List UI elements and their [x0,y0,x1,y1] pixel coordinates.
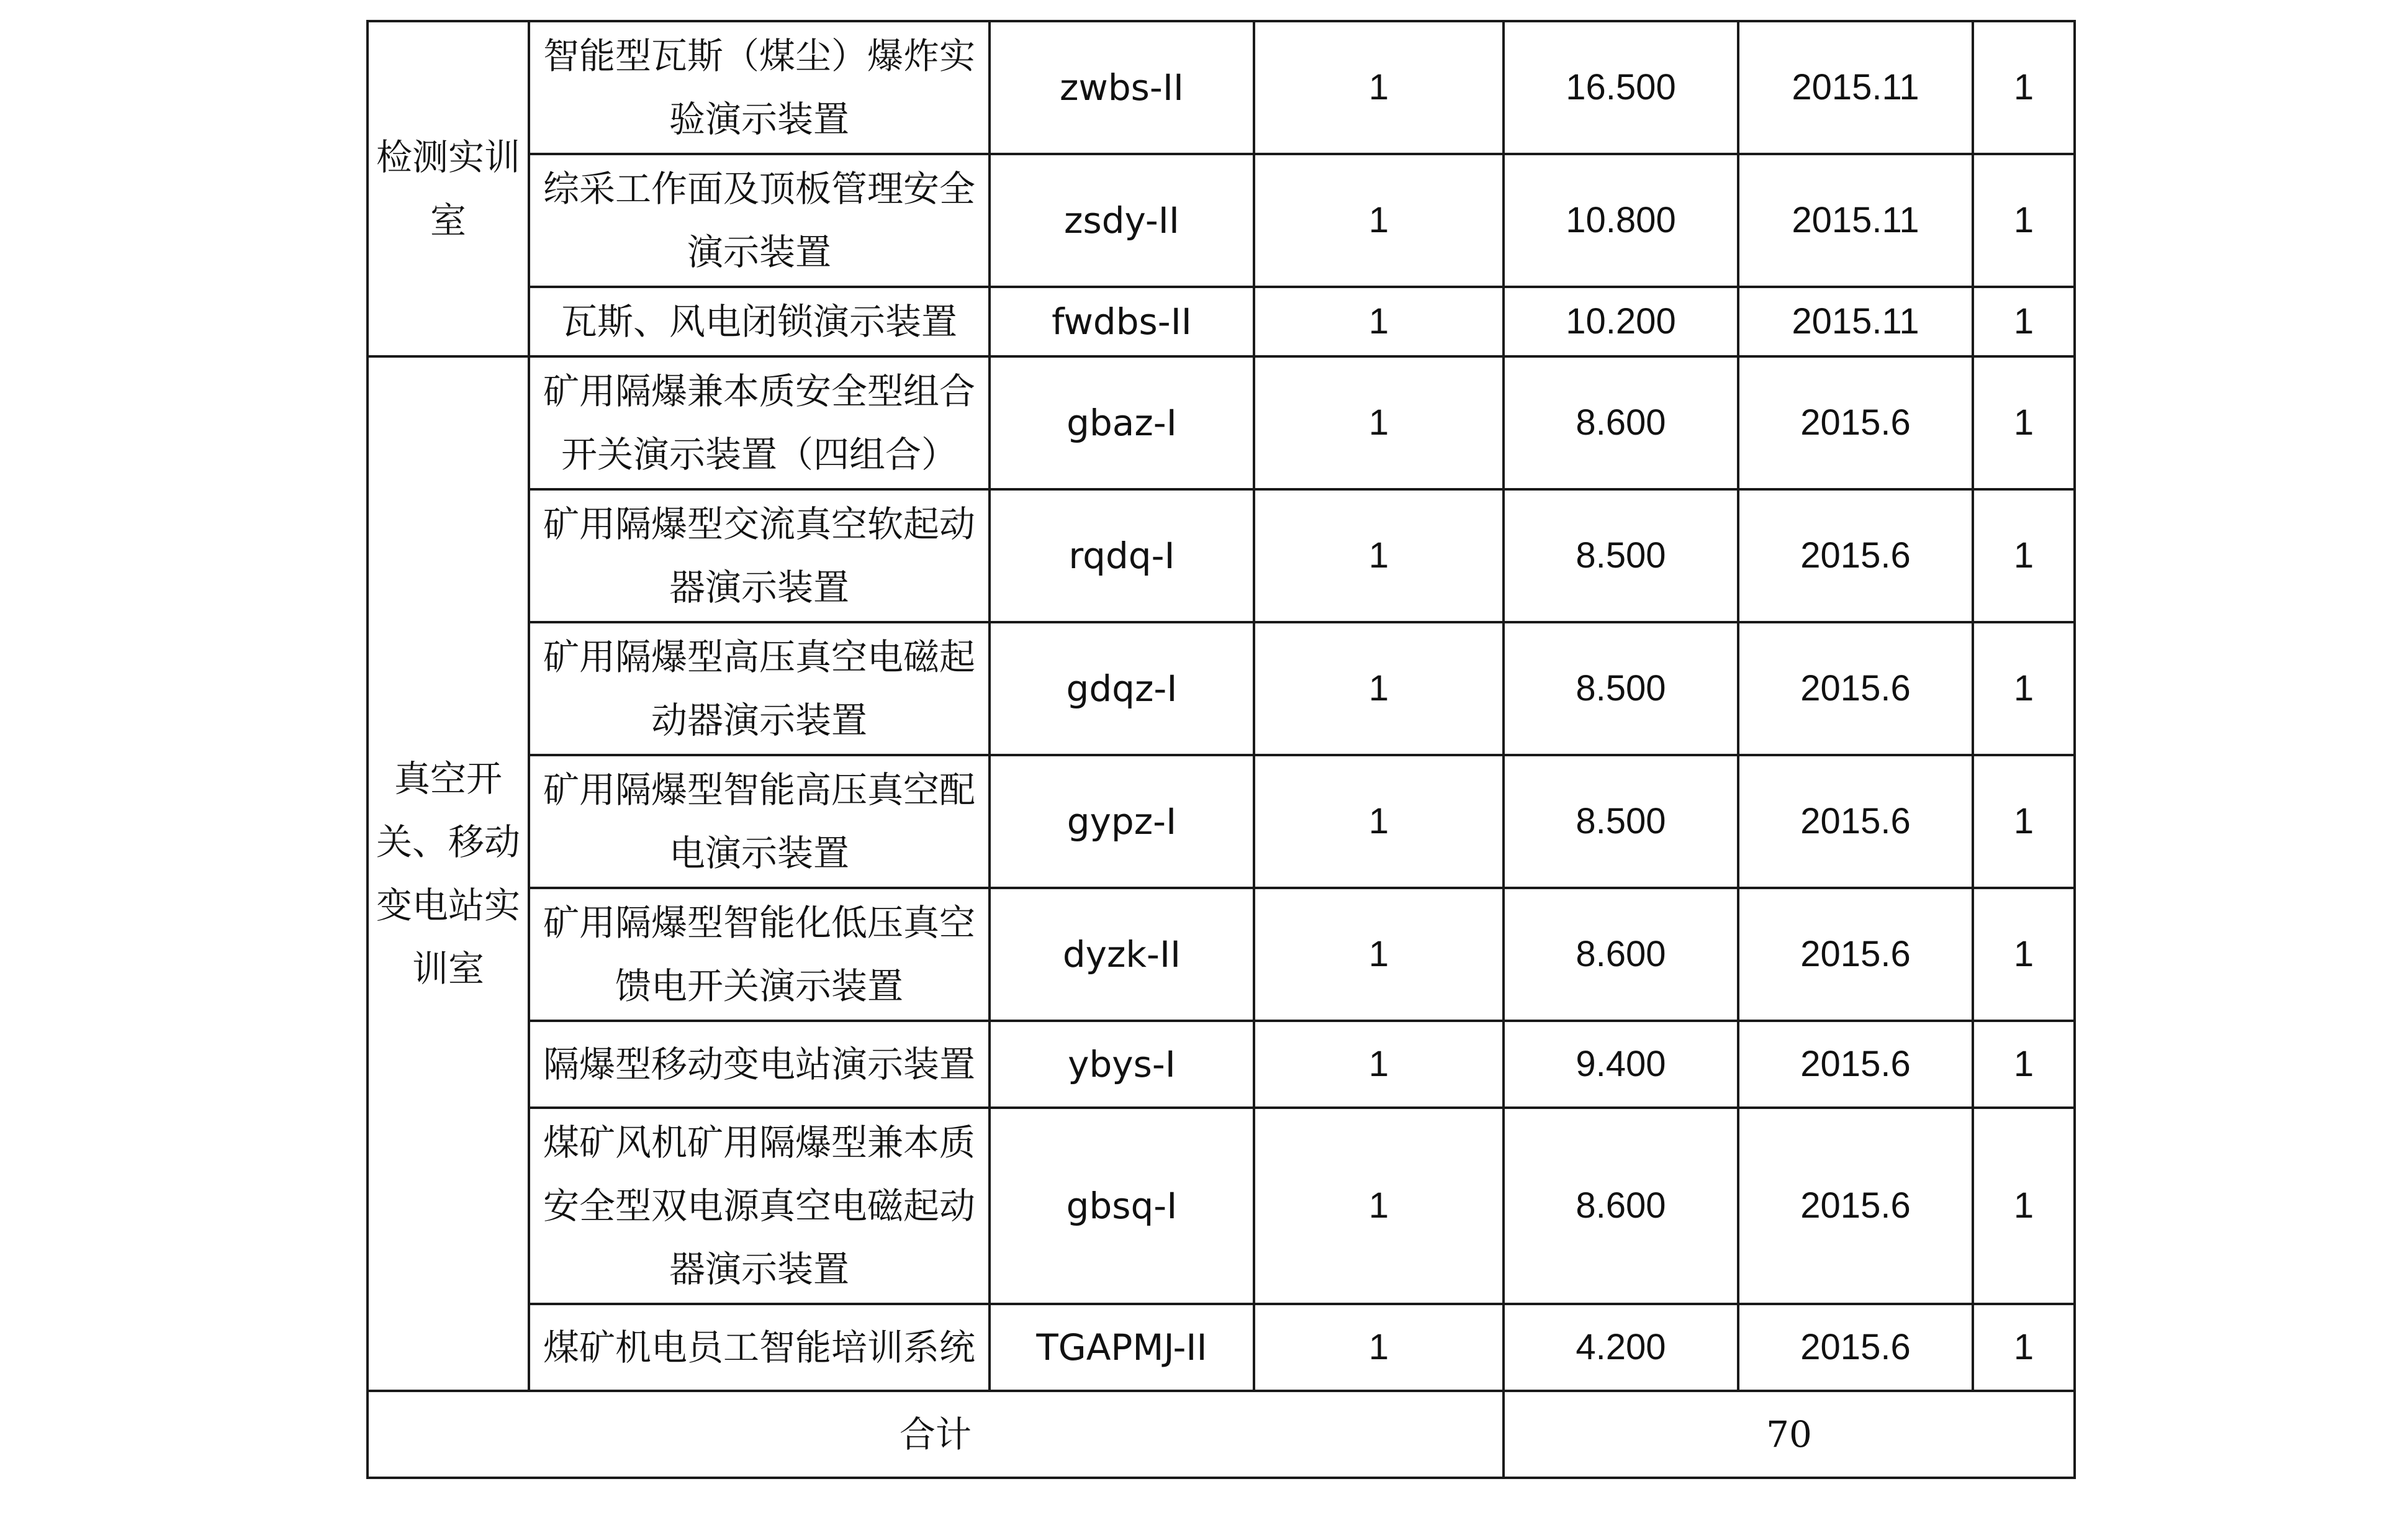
date-cell: 2015.6 [1738,755,1973,888]
price-cell: 8.600 [1504,356,1738,489]
table-row [368,888,2075,1021]
count-cell: 1 [1973,1108,2075,1304]
quantity-cell: 1 [1254,1108,1504,1304]
price-cell: 10.800 [1504,154,1738,287]
price-cell: 16.500 [1504,21,1738,154]
date-cell: 2015.6 [1738,1021,1973,1108]
model-cell: zwbs-II [990,21,1254,154]
date-cell: 2015.6 [1738,356,1973,489]
quantity-cell: 1 [1254,622,1504,755]
date-cell: 2015.6 [1738,1304,1973,1391]
count-cell: 1 [1973,21,2075,154]
count-cell: 1 [1973,888,2075,1021]
count-cell: 1 [1973,1021,2075,1108]
quantity-cell: 1 [1254,1304,1504,1391]
count-cell: 1 [1973,622,2075,755]
quantity-cell: 1 [1254,888,1504,1021]
model-cell: gypz-I [990,755,1254,888]
price-cell: 8.600 [1504,1108,1738,1304]
equipment-table-body [368,21,2075,1478]
table-row [368,356,2075,489]
equipment-name-cell: 矿用隔爆型高压真空电磁起动器演示装置 [529,622,990,755]
quantity-cell: 1 [1254,755,1504,888]
price-cell: 4.200 [1504,1304,1738,1391]
date-cell: 2015.11 [1738,21,1973,154]
total-label-cell: 合计 [368,1391,1504,1478]
equipment-name-cell: 矿用隔爆型交流真空软起动器演示装置 [529,489,990,622]
count-cell: 1 [1973,154,2075,287]
price-cell: 8.500 [1504,755,1738,888]
equipment-name-cell: 智能型瓦斯（煤尘）爆炸实验演示装置 [529,21,990,154]
date-cell: 2015.6 [1738,489,1973,622]
date-cell: 2015.11 [1738,154,1973,287]
equipment-table [366,20,2076,1479]
price-cell: 8.500 [1504,622,1738,755]
date-cell: 2015.6 [1738,622,1973,755]
count-cell: 1 [1973,755,2075,888]
equipment-name-cell: 瓦斯、风电闭锁演示装置 [529,287,990,356]
table-row [368,1304,2075,1391]
quantity-cell: 1 [1254,287,1504,356]
date-cell: 2015.6 [1738,1108,1973,1304]
model-cell: zsdy-II [990,154,1254,287]
table-row [368,1021,2075,1108]
count-cell: 1 [1973,489,2075,622]
count-cell: 1 [1973,287,2075,356]
count-cell: 1 [1973,1304,2075,1391]
date-cell: 2015.6 [1738,888,1973,1021]
model-cell: gbsq-I [990,1108,1254,1304]
price-cell: 10.200 [1504,287,1738,356]
model-cell: TGAPMJ-II [990,1304,1254,1391]
room-cell: 真空开关、移动变电站实训室 [368,356,529,1391]
equipment-name-cell: 煤矿机电员工智能培训系统 [529,1304,990,1391]
model-cell: fwdbs-II [990,287,1254,356]
model-cell: gbaz-I [990,356,1254,489]
model-cell: rqdq-I [990,489,1254,622]
table-row [368,21,2075,154]
price-cell: 8.600 [1504,888,1738,1021]
price-cell: 8.500 [1504,489,1738,622]
equipment-name-cell: 隔爆型移动变电站演示装置 [529,1021,990,1108]
total-value-cell: 70 [1504,1391,2075,1478]
count-cell: 1 [1973,356,2075,489]
quantity-cell: 1 [1254,154,1504,287]
price-cell: 9.400 [1504,1021,1738,1108]
quantity-cell: 1 [1254,21,1504,154]
date-cell: 2015.11 [1738,287,1973,356]
table-row [368,755,2075,888]
model-cell: dyzk-II [990,888,1254,1021]
table-row [368,622,2075,755]
table-row [368,489,2075,622]
model-cell: ybys-I [990,1021,1254,1108]
table-row [368,287,2075,356]
total-row [368,1391,2075,1478]
equipment-name-cell: 综采工作面及顶板管理安全演示装置 [529,154,990,287]
equipment-name-cell: 矿用隔爆型智能化低压真空馈电开关演示装置 [529,888,990,1021]
equipment-name-cell: 煤矿风机矿用隔爆型兼本质安全型双电源真空电磁起动器演示装置 [529,1108,990,1304]
room-cell: 检测实训室 [368,21,529,356]
quantity-cell: 1 [1254,356,1504,489]
table-row [368,154,2075,287]
quantity-cell: 1 [1254,1021,1504,1108]
table-row [368,1108,2075,1304]
quantity-cell: 1 [1254,489,1504,622]
model-cell: gdqz-I [990,622,1254,755]
equipment-name-cell: 矿用隔爆兼本质安全型组合开关演示装置（四组合） [529,356,990,489]
equipment-name-cell: 矿用隔爆型智能高压真空配电演示装置 [529,755,990,888]
